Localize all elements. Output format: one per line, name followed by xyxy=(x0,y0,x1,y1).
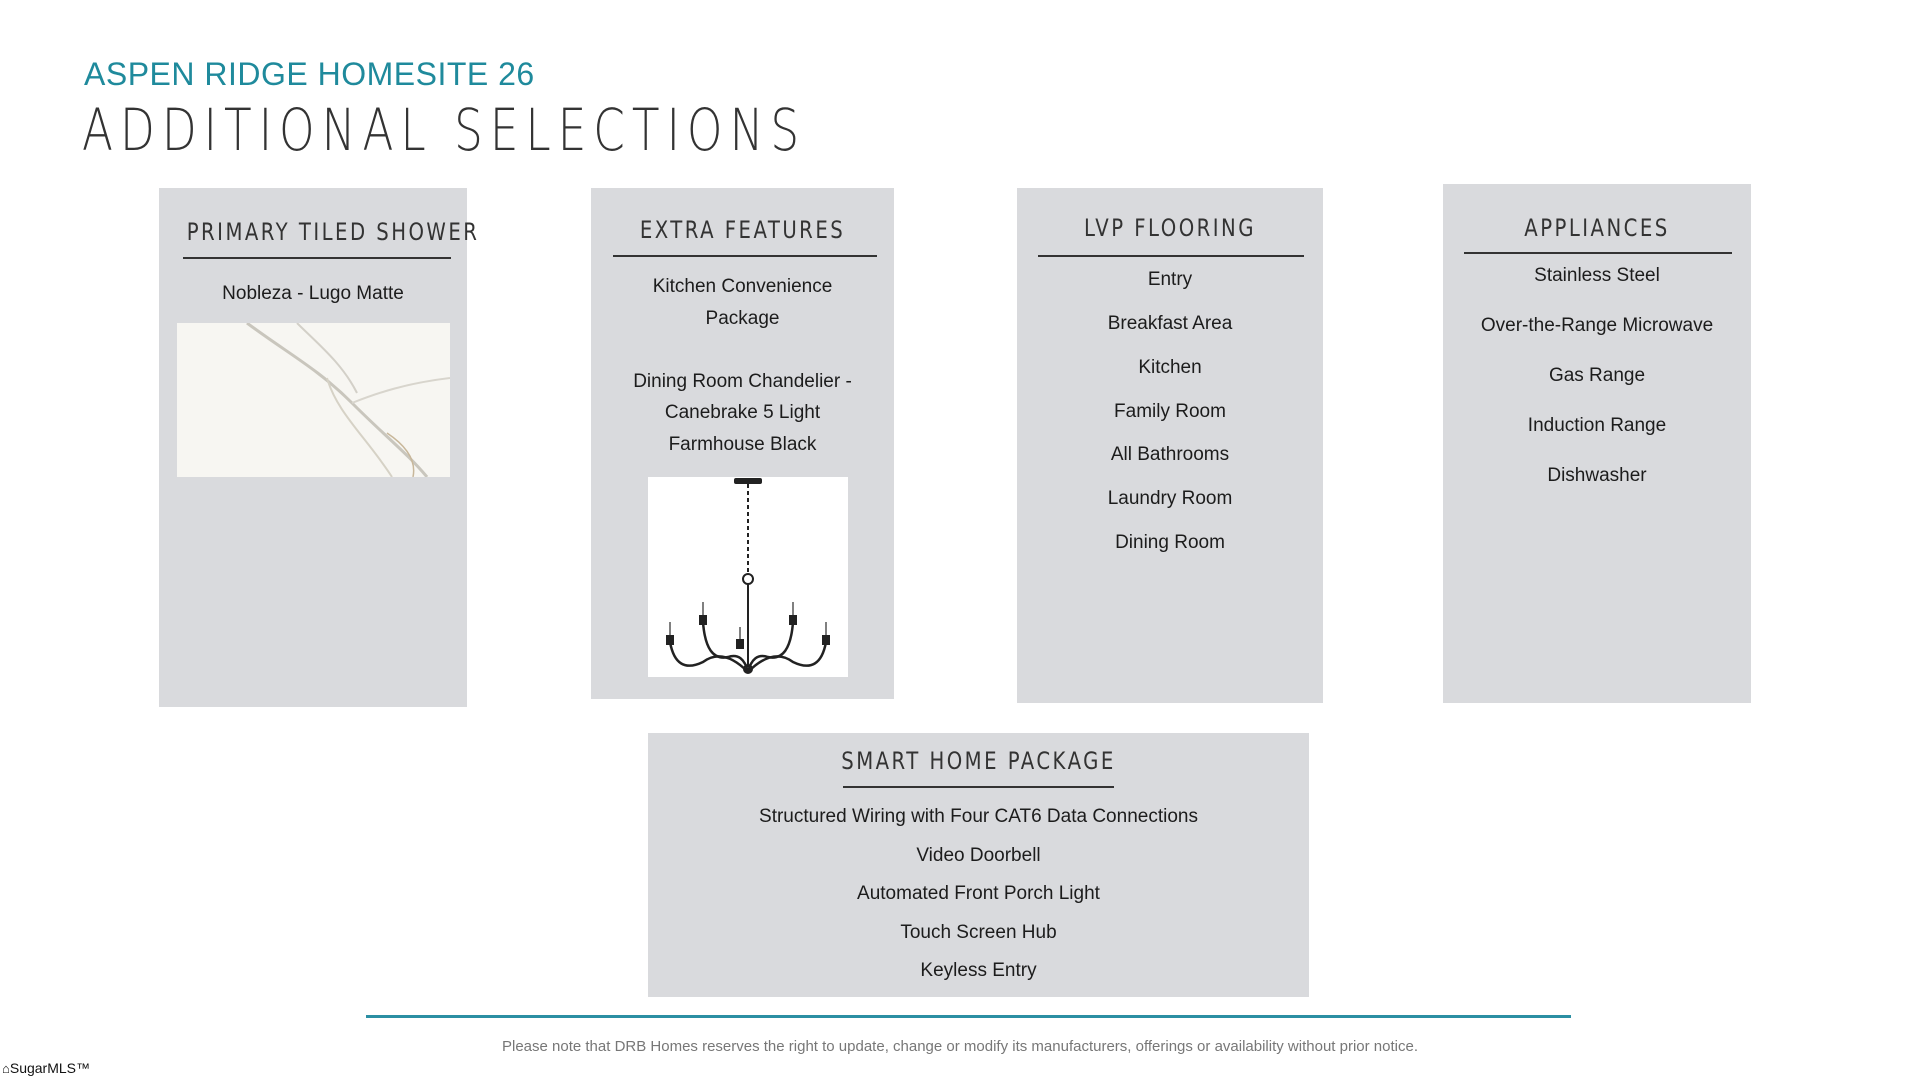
list-item: Laundry Room xyxy=(1107,488,1233,509)
list-item: Stainless Steel xyxy=(1534,265,1660,286)
marble-tile-image xyxy=(177,323,450,477)
list-item: Dishwasher xyxy=(1547,465,1647,486)
panel-appliances xyxy=(1443,184,1751,703)
list-item: Gas Range xyxy=(1548,365,1646,386)
heading-rule xyxy=(183,257,451,259)
panel-heading: EXTRA FEATURES xyxy=(639,216,846,244)
list-item: Package xyxy=(705,308,780,329)
panel-lvp-flooring xyxy=(1017,188,1323,703)
chandelier-image xyxy=(648,477,848,677)
panel-extra-features xyxy=(591,188,894,699)
list-item: Induction Range xyxy=(1527,415,1667,436)
heading-rule xyxy=(613,255,877,257)
page-subtitle: ASPEN RIDGE HOMESITE 26 xyxy=(84,56,535,92)
house-icon: ⌂ xyxy=(2,1061,10,1076)
list-item: Nobleza - Lugo Matte xyxy=(222,283,404,304)
list-item: Family Room xyxy=(1114,401,1226,422)
mls-logo xyxy=(2,1060,90,1076)
list-item: Dining Room Chandelier - xyxy=(633,371,852,392)
panel-heading: PRIMARY TILED SHOWER xyxy=(186,218,480,246)
footer-divider xyxy=(366,1015,1571,1018)
panel-primary-tiled-shower xyxy=(159,188,480,707)
list-item: Video Doorbell xyxy=(916,845,1041,866)
disclaimer-text: Please note that DRB Homes reserves the right to update, change or modify its manufacturers, offerings or availability without prior notice. xyxy=(501,1038,1418,1055)
list-item: Entry xyxy=(1147,269,1193,290)
logo-text: SugarMLS™ xyxy=(9,1060,91,1076)
list-item: Over-the-Range Microwave xyxy=(1480,315,1714,336)
panel-heading: LVP FLOORING xyxy=(1084,214,1256,242)
list-item: All Bathrooms xyxy=(1110,444,1230,465)
list-item: Canebrake 5 Light xyxy=(664,402,821,423)
list-item: Touch Screen Hub xyxy=(900,922,1057,943)
list-item: Breakfast Area xyxy=(1107,313,1233,334)
panel-smart-home-package xyxy=(648,733,1309,997)
list-item: Kitchen xyxy=(1138,357,1202,378)
page-title: ADDITIONAL SELECTIONS xyxy=(82,96,807,164)
list-item: Keyless Entry xyxy=(920,960,1037,981)
list-item: Farmhouse Black xyxy=(668,434,817,455)
list-item: Dining Room xyxy=(1115,532,1225,553)
heading-rule xyxy=(1038,255,1304,257)
panel-heading: APPLIANCES xyxy=(1524,214,1670,242)
heading-rule xyxy=(1464,252,1732,254)
list-item: Structured Wiring with Four CAT6 Data Connections xyxy=(759,806,1198,827)
heading-rule xyxy=(843,786,1114,788)
panel-heading: SMART HOME PACKAGE xyxy=(841,747,1116,775)
list-item: Kitchen Convenience xyxy=(652,276,833,297)
list-item: Automated Front Porch Light xyxy=(857,883,1100,904)
